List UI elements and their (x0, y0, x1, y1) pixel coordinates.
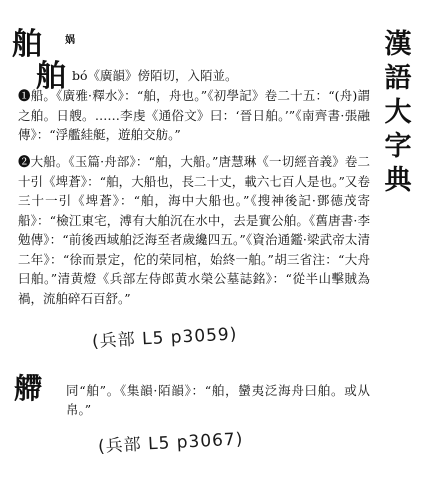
variant-definition: 同“舶”。《集韻·陌韻》：“舶，蠻夷泛海舟曰舶。或从帛。” (66, 383, 370, 417)
headword-simplified: 舶 (36, 59, 66, 94)
handwritten-reference-note: (兵部 L5 p3059) (91, 324, 238, 352)
dictionary-title (378, 28, 418, 198)
headword-traditional: 舶 (12, 27, 42, 62)
pronunciation-line: bó《廣韻》傍陌切，入陌並。 (72, 68, 238, 83)
title-char: 大 (384, 97, 412, 128)
sense-2-paragraph: ❷大船。《玉篇·舟部》：“舶，大船。”唐慧琳《一切經音義》卷二十引《埤蒼》：“舶，大船也，長二十丈，載六七百人是也。”又卷三十一引《埤蒼》：“舶，海中大船也。”《搜神後記·鄧德茂寄船》：“檢江東宅，溥有大舶沉在水中，去是實公舶。《舊唐書·李勉傳》：“前後西域舶泛海至者歲纔四五。”《資治通鑑·梁武帝太清二年》：“徐而景定，佗的荣同棺，始終一舶。”胡三省注：“大舟曰舶。”清黄燈《兵部左侍郎黄水榮公墓誌銘》：“從半山擊賊為禍，流舶碎石百舒。” (18, 154, 370, 306)
sense-1-paragraph: ❶船。《廣雅·釋水》：“舶，舟也。”《初學記》卷二十五：“(舟)謂之舶。日艘。……李虔《通俗文》曰：‘晉日舶。’”《南齊書·張融傳》：“浮艦絓艇，遊舶交舫。” (18, 88, 370, 142)
headword-variant: 艜 (14, 372, 43, 405)
headword-mark: 娲 (65, 35, 75, 46)
title-char: 字 (384, 131, 412, 162)
title-char: 典 (384, 165, 412, 196)
title-char: 語 (384, 63, 412, 94)
title-char: 漢 (384, 29, 412, 60)
handwritten-reference-note: (兵部 L5 p3067) (97, 429, 244, 457)
